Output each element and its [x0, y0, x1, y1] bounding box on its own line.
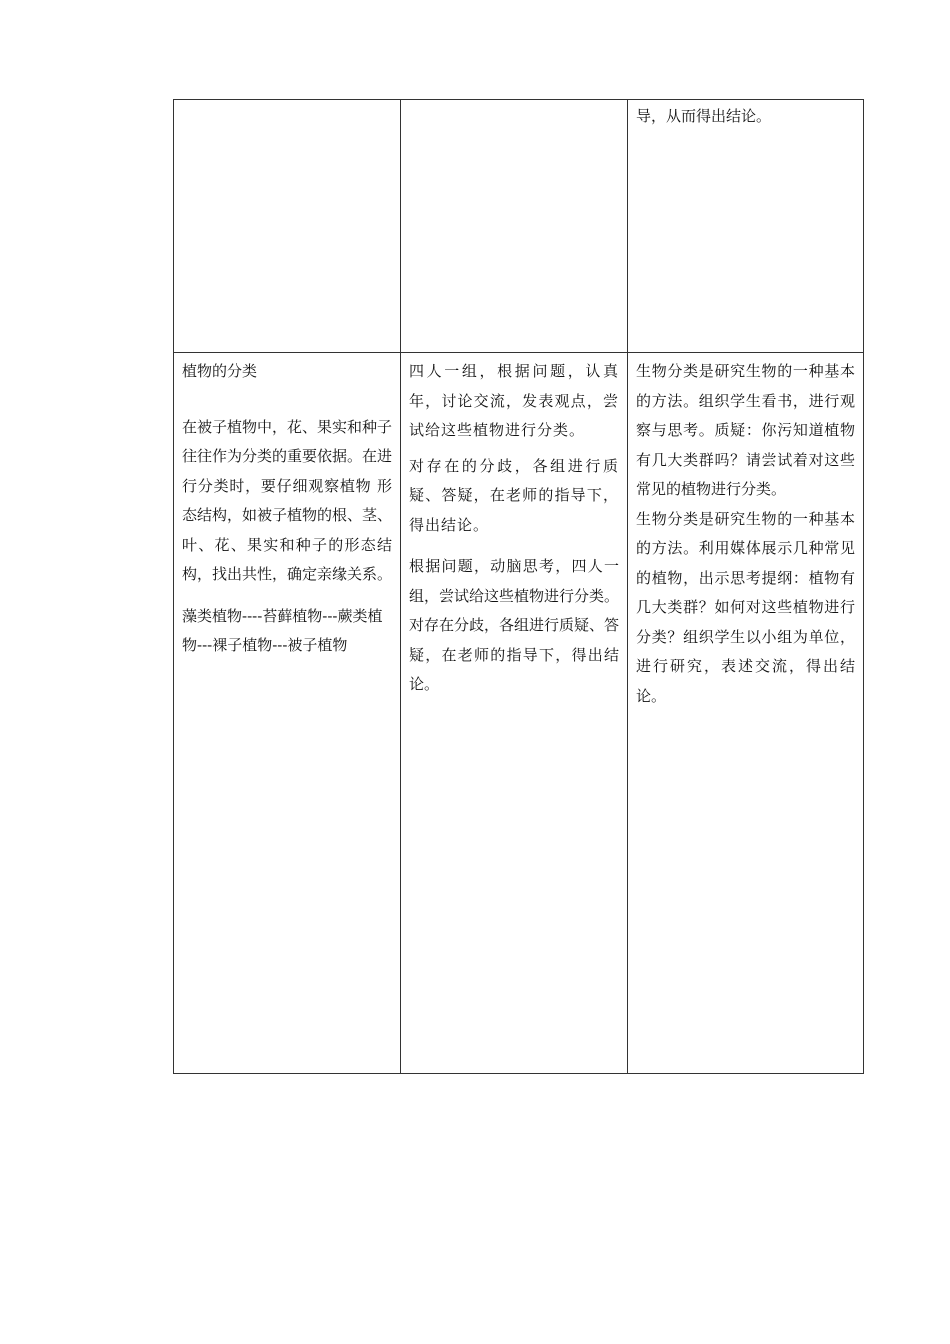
- lesson-plan-table: [173, 99, 864, 1074]
- plant-group-sequence: 藻类植物----苔藓植物---蕨类植物---裸子植物---被子植物: [182, 606, 383, 654]
- cell-content-continued: [174, 100, 401, 353]
- cell-student-activity-classification: [401, 353, 628, 1074]
- student-activity-paragraph: 四人一组，根据问题，认真年，讨论交流，发表观点，尝试给这些植物进行分类。: [409, 362, 619, 439]
- table-row-continued: [174, 100, 864, 353]
- teacher-activity-paragraph: 生物分类是研究生物的一种基本的方法。利用媒体展示几种常见的植物，出示思考提纲：植物有几大类群？如何对这些植物进行分类？组织学生以小组为单位，进行研究，表述交流，得出结论。: [636, 509, 855, 705]
- teacher-activity-text: 导，从而得出结论。: [636, 107, 772, 125]
- section-title: 植物的分类: [182, 362, 258, 380]
- content-paragraph: 在被子植物中，花、果实和种子往往作为分类的重要依据。在进行分类时，要仔细观察植物 形态结构，如被子植物的根、茎、叶、花、果实和种子的形态结构，找出共性，确定亲缘关系。: [182, 417, 393, 583]
- student-activity-paragraph: 根据问题，动脑思考，四人一组，尝试给这些植物进行分类。对存在分歧，各组进行质疑、答疑，在老师的指导下，得出结论。: [409, 557, 620, 693]
- table-row-classification: [174, 353, 864, 1074]
- cell-student-activity-continued: [401, 100, 628, 353]
- cell-teacher-activity-continued: [628, 100, 864, 353]
- student-activity-paragraph: 对存在的分歧，各组进行质疑、答疑，在老师的指导下，得出结论。: [409, 456, 619, 534]
- cell-content-classification: [174, 353, 401, 1074]
- teacher-activity-paragraph: 生物分类是研究生物的一种基本的方法。组织学生看书，进行观察与思考。质疑：你污知道植物有几大类群吗？请尝试着对这些常见的植物进行分类。: [636, 362, 855, 498]
- cell-teacher-activity-classification: [628, 353, 864, 1074]
